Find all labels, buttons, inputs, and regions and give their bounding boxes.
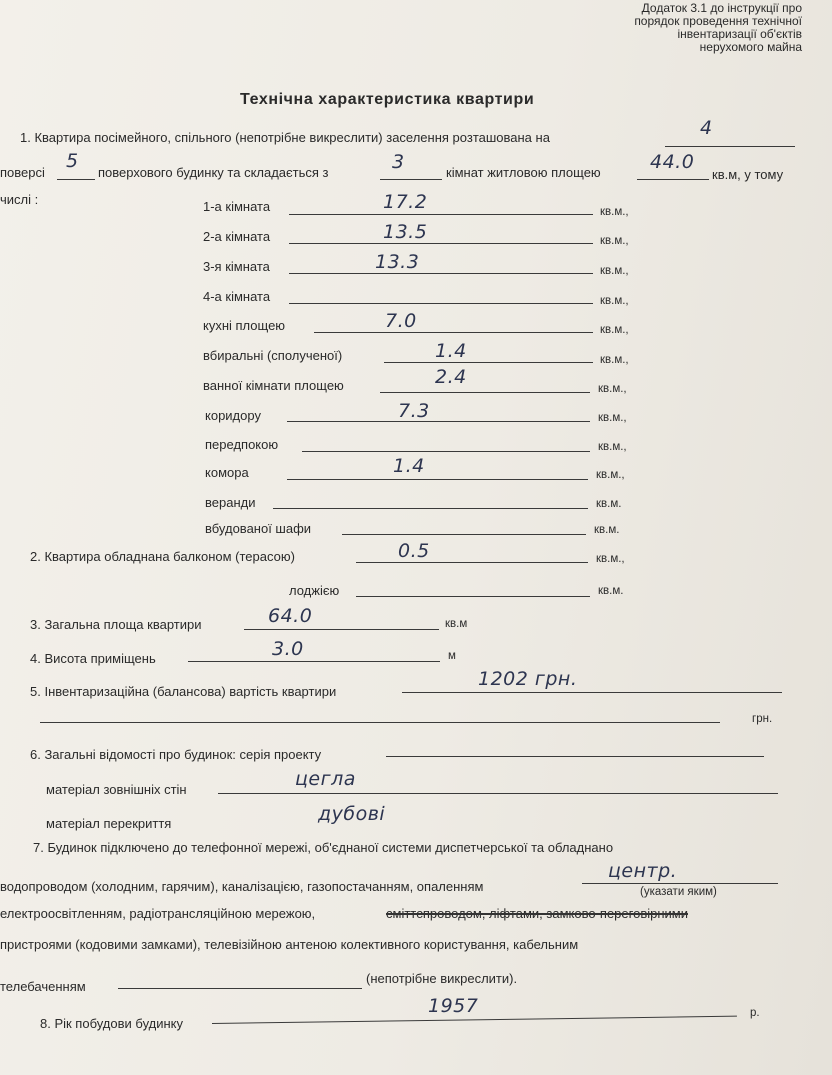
total-area-label: 3. Загальна площа квартири — [30, 617, 202, 632]
appendix-note-line: нерухомого майна — [699, 40, 802, 54]
appendix-note-line: інвентаризації об'єктів — [677, 27, 802, 41]
section7-note: (непотрібне викреслити). — [366, 971, 518, 986]
item-line — [289, 243, 593, 244]
item-line — [289, 273, 593, 274]
appendix-note-line: Додаток 3.1 до інструкції про — [641, 1, 802, 15]
height-line — [188, 661, 440, 662]
total-area-value: 64.0 — [268, 605, 313, 627]
floors-value: дубові — [318, 803, 386, 825]
section7-line5-blank — [118, 988, 362, 989]
section7-line2: водопроводом (холодним, гарячим), каналізацією, газопостачанням, опаленням — [0, 879, 484, 894]
floors-label: матеріал перекриття — [46, 816, 172, 831]
item-line — [384, 362, 593, 363]
loggia-unit: кв.м. — [598, 585, 624, 597]
year-value: 1957 — [428, 995, 479, 1017]
appendix-note-line: порядок проведення технічної — [634, 14, 802, 28]
floor-line — [665, 146, 795, 147]
inventory-value: 1202 грн. — [478, 668, 578, 690]
series-line — [386, 756, 764, 757]
item-label: ванної кімнати площею — [203, 378, 344, 393]
item-unit: кв.м., — [600, 324, 629, 336]
storeys-line — [57, 179, 95, 180]
item-value: 1.4 — [393, 455, 425, 477]
item-value: 1.4 — [435, 340, 467, 362]
item-label: коридору — [205, 408, 261, 423]
item-label: кухні площею — [203, 318, 286, 333]
item-unit: кв.м., — [600, 206, 629, 218]
item-label: вбиральні (сполученої) — [203, 348, 343, 363]
section7-line3-plain: електроосвітленням, радіотрансляційною мережою, — [0, 906, 316, 921]
item-unit: кв.м. — [594, 524, 620, 536]
item-line — [380, 392, 590, 393]
item-label: 2-а кімната — [203, 229, 271, 244]
item-line — [342, 534, 586, 535]
item-label: комора — [205, 465, 249, 480]
item-line — [314, 332, 593, 333]
height-unit: м — [448, 650, 456, 662]
loggia-label: лоджією — [289, 583, 340, 598]
appendix-note — [634, 2, 802, 54]
year-label: 8. Рік побудови будинку — [40, 1016, 183, 1031]
walls-value: цегла — [295, 768, 356, 790]
item-label: 3-я кімната — [203, 259, 270, 274]
item-line — [287, 421, 590, 422]
item-unit: кв.м., — [596, 469, 625, 481]
section7-line1: 7. Будинок підключено до телефонної мережі, об'єднаної системи диспетчерської та обладнано — [33, 840, 614, 855]
item-unit: кв.м., — [600, 265, 629, 277]
year-unit: р. — [750, 1007, 760, 1019]
item-value: 17.2 — [383, 191, 428, 213]
loggia-line — [356, 596, 590, 597]
section1-line2-mid2: кімнат житловою площею — [446, 165, 601, 180]
item-value: 7.3 — [398, 400, 430, 422]
item-unit: кв.м., — [600, 295, 629, 307]
item-line — [273, 508, 588, 509]
balcony-line — [356, 562, 588, 563]
walls-label: матеріал зовнішніх стін — [46, 782, 187, 797]
item-line — [302, 451, 590, 452]
section1-line3: числі : — [0, 192, 39, 207]
balcony-value: 0.5 — [398, 540, 430, 562]
section1-line2-suffix: кв.м, у тому — [712, 167, 784, 182]
item-value: 2.4 — [435, 366, 467, 388]
value-label: 5. Інвентаризаційна (балансова) вартість квартири — [30, 684, 337, 699]
height-label: 4. Висота приміщень — [30, 651, 156, 666]
item-label: вбудованої шафи — [205, 521, 312, 536]
building-info-label: 6. Загальні відомості про будинок: серія проекту — [30, 747, 322, 762]
item-value: 13.3 — [375, 251, 420, 273]
item-label: 4-а кімната — [203, 289, 271, 304]
heating-hint: (указати яким) — [640, 886, 717, 898]
item-unit: кв.м., — [600, 354, 629, 366]
living-area-line — [637, 179, 709, 180]
item-value: 7.0 — [385, 310, 417, 332]
rooms-line — [380, 179, 442, 180]
heating-line — [582, 883, 778, 884]
item-label: 1-а кімната — [203, 199, 271, 214]
item-unit: кв.м., — [598, 383, 627, 395]
floor-value: 4 — [700, 117, 713, 139]
total-area-unit: кв.м — [445, 618, 468, 630]
total-area-line — [244, 629, 439, 630]
balcony-unit: кв.м., — [596, 553, 625, 565]
item-unit: кв.м., — [598, 412, 627, 424]
item-line — [289, 303, 593, 304]
item-unit: кв.м., — [598, 441, 627, 453]
value-line-2 — [40, 722, 720, 723]
item-line — [289, 214, 593, 215]
value-unit: грн. — [752, 713, 773, 725]
balcony-label: 2. Квартира обладнана балконом (терасою) — [30, 549, 295, 564]
page-title: Технічна характеристика квартири — [240, 91, 535, 108]
item-unit: кв.м. — [596, 498, 622, 510]
section1-line2-prefix: поверсі — [0, 165, 45, 180]
walls-line — [218, 793, 778, 794]
section1-line2-mid: поверхового будинку та складається з — [98, 165, 329, 180]
section1-line1: 1. Квартира посімейного, спільного (непотрібне викреслити) заселення розташована на — [20, 130, 550, 145]
item-label: веранди — [205, 495, 256, 510]
living-area-value: 44.0 — [650, 151, 695, 173]
height-value: 3.0 — [272, 638, 304, 660]
item-unit: кв.м., — [600, 235, 629, 247]
item-label: передпокою — [205, 437, 279, 452]
section7-line4: пристроями (кодовими замками), телевізійною антеною колективного користування, кабельним — [0, 937, 579, 952]
item-line — [287, 479, 588, 480]
item-value: 13.5 — [383, 221, 428, 243]
heating-value: центр. — [608, 860, 678, 882]
storeys-value: 5 — [66, 150, 79, 172]
section7-line3-struck: сміттєпроводом, ліфтами, замково-переговірними — [386, 906, 688, 921]
value-line — [402, 692, 782, 693]
section7-line5: телебаченням — [0, 979, 86, 994]
rooms-value: 3 — [392, 151, 405, 173]
